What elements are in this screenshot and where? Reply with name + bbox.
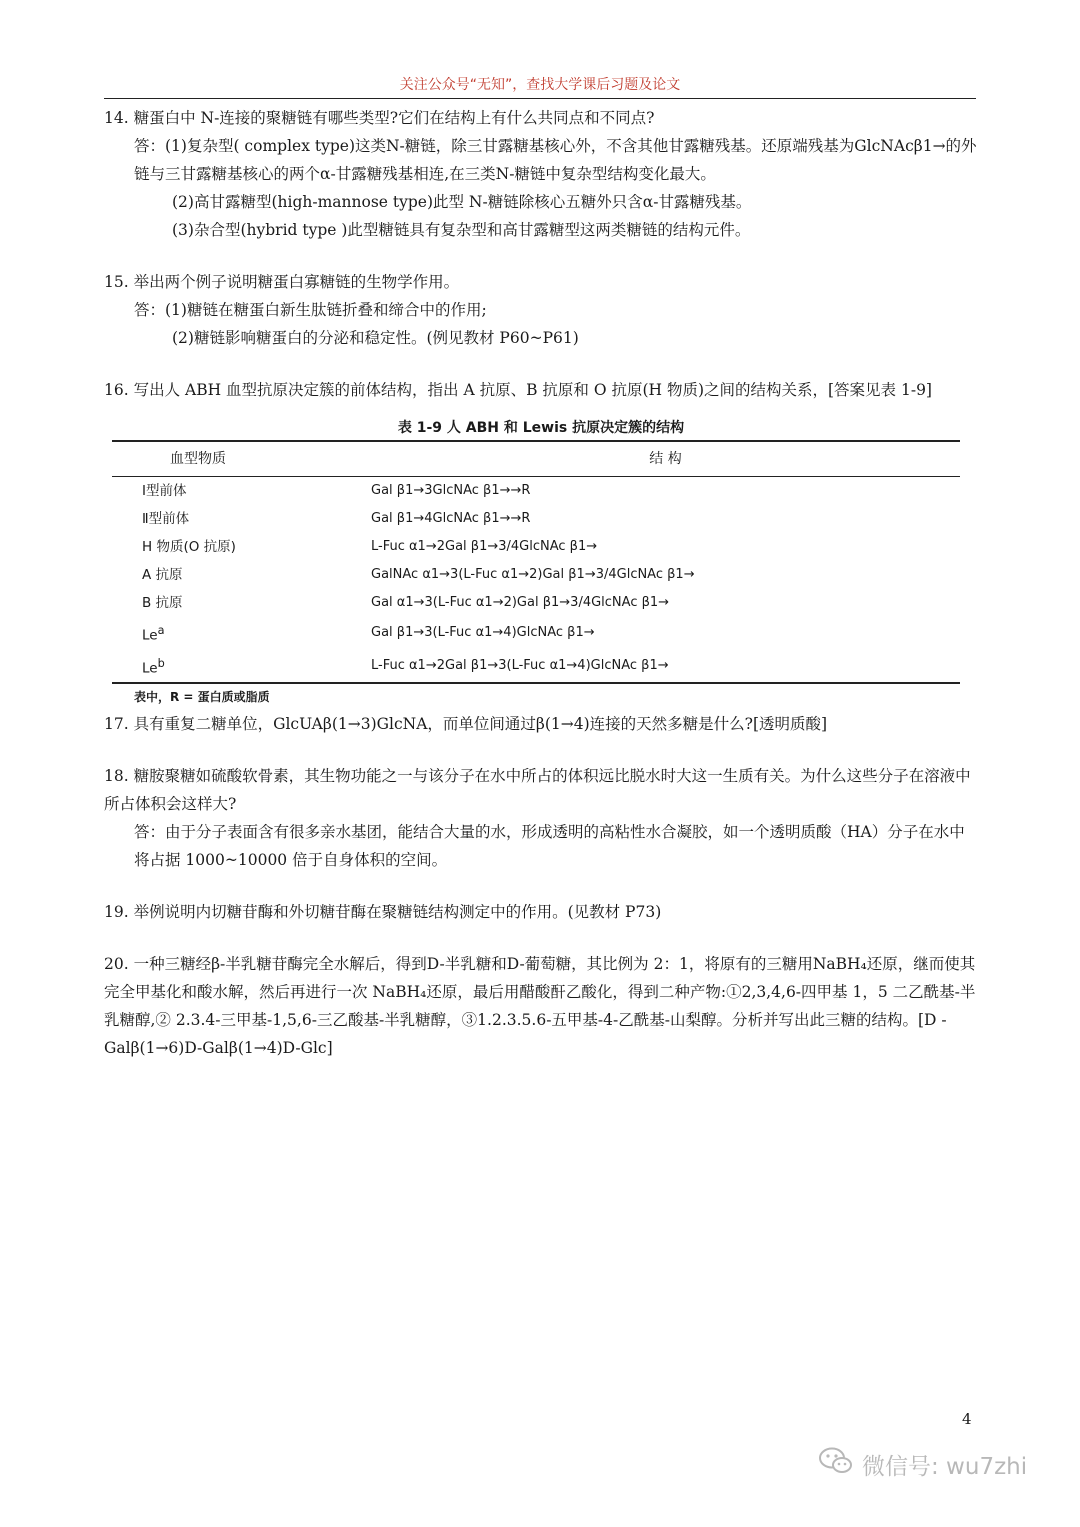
- table-row: [112, 505, 960, 533]
- table-title: 表 1-9 人 ABH 和 Lewis 抗原决定簇的结构: [397, 420, 685, 436]
- q15-answer-2: (2)糖链影响糖蛋白的分泌和稳定性。(例见教材 P60~P61): [172, 329, 579, 347]
- row-substance: A 抗原: [142, 567, 183, 583]
- q18-answer-1: 答：由于分子表面含有很多亲水基团，能结合大量的水，形成透明的高粘性水合凝胶，如一个透明质酸（HA）分子在水中将占据 1000~10000 倍于自身体积的空间。: [134, 823, 965, 869]
- table-row: [112, 533, 960, 561]
- row-substance-base: Le: [142, 660, 158, 676]
- document-body: [104, 104, 978, 1062]
- watermark: [818, 1444, 1027, 1484]
- table-header-substance: 血型物质: [112, 441, 371, 477]
- row-structure: Gal α1→3(L-Fuc α1→2)Gal β1→3/4GlcNAc β1→: [371, 595, 670, 610]
- row-substance: H 物质(O 抗原): [142, 539, 236, 555]
- row-substance: Ⅱ型前体: [142, 511, 190, 527]
- table-row: [112, 477, 960, 506]
- row-substance: B 抗原: [142, 595, 183, 611]
- row-structure: L-Fuc α1→2Gal β1→3/4GlcNAc β1→: [371, 539, 598, 554]
- row-structure: GalNAc α1→3(L-Fuc α1→2)Gal β1→3/4GlcNAc β1→: [371, 567, 695, 582]
- table-row: [112, 561, 960, 589]
- row-structure: L-Fuc α1→2Gal β1→3(L-Fuc α1→4)GlcNAc β1→: [371, 650, 960, 684]
- q18-question: 18. 糖胺聚糖如硫酸软骨素，其生物功能之一与该分子在水中所占的体积远比脱水时大这一生质有关。为什么这些分子在溶液中所占体积会这样大?: [104, 767, 971, 813]
- header-divider: [104, 98, 976, 99]
- q14-question: 14. 糖蛋白中 N-连接的聚糖链有哪些类型?它们在结构上有什么共同点和不同点?: [104, 109, 655, 127]
- row-substance-leb: [112, 650, 371, 684]
- q17-question: 17. 具有重复二糖单位，GlcUAβ(1→3)GlcNA，而单位间通过β(1→4)连接的天然多糖是什么?[透明质酸]: [104, 715, 828, 733]
- wechat-icon: [818, 1446, 854, 1482]
- antigen-structure-table: [112, 440, 960, 684]
- row-structure: Gal β1→3(L-Fuc α1→4)GlcNAc β1→: [371, 625, 595, 641]
- table-row: [112, 589, 960, 617]
- row-structure: Gal β1→4GlcNAc β1→→R: [371, 511, 531, 526]
- page-number: 4: [962, 1410, 972, 1428]
- q14-answer-3: (3)杂合型(hybrid type )此型糖链具有复杂型和高甘露糖型这两类糖链的结构元件。: [172, 221, 751, 239]
- page-header: 关注公众号“无知”，查找大学课后习题及论文: [399, 77, 681, 93]
- row-structure: Gal β1→3GlcNAc β1→→R: [371, 483, 531, 498]
- q19-question: 19. 举例说明内切糖苷酶和外切糖苷酶在聚糖链结构测定中的作用。(见教材 P73): [104, 903, 662, 921]
- row-substance-base: Le: [142, 627, 158, 644]
- watermark-text: 微信号: wu7zhi: [862, 1453, 1028, 1480]
- table-header-structure: 结 构: [371, 441, 960, 477]
- q14-answer-1: 答：(1)复杂型( complex type)这类N-糖链，除三甘露糖基核心外，不含其他甘露糖残基。还原端残基为GlcNAcβ1→的外链与三甘露糖基核心的两个α-甘露糖残基相连,在三类N-糖链中复杂型结构变化最大。: [134, 137, 977, 183]
- table-row: [112, 617, 960, 650]
- q14-answer-2: (2)高甘露糖型(high-mannose type)此型 N-糖链除核心五糖外只含α-甘露糖残基。: [172, 193, 752, 211]
- table-note: 表中，R = 蛋白质或脂质: [134, 690, 270, 704]
- row-substance-superscript: a: [157, 624, 165, 637]
- q15-answer-1: 答：(1)糖链在糖蛋白新生肽链折叠和缔合中的作用;: [134, 301, 487, 319]
- row-substance: Ⅰ型前体: [142, 483, 187, 499]
- q16-question: 16. 写出人 ABH 血型抗原决定簇的前体结构，指出 A 抗原、B 抗原和 O 抗原(H 物质)之间的结构关系，[答案见表 1-9]: [104, 381, 932, 399]
- row-substance-lea: [112, 617, 371, 650]
- q20-question: 20. 一种三糖经β-半乳糖苷酶完全水解后，得到D-半乳糖和D-葡萄糖，其比例为 2：1，将原有的三糖用NaBH₄还原，继而使其完全甲基化和酸水解，然后再进行一次 NaBH₄还原，最后用醋酸酐乙酸化，得到二种产物:①2,3,4,6-四甲基 1，5 二乙酰基-半乳糖醇,② 2.3.4-三甲基-1,5,6-三乙酸基-半乳糖醇，③1.2.3.5.6-五甲基-4-乙酰基-山梨醇。分析并写出此三糖的结构。[D -Galβ(1→6)D-Galβ(1→4)D-Glc]: [104, 955, 976, 1057]
- row-substance-superscript: b: [157, 656, 165, 670]
- table-row: [112, 650, 960, 684]
- q15-question: 15. 举出两个例子说明糖蛋白寡糖链的生物学作用。: [104, 273, 460, 291]
